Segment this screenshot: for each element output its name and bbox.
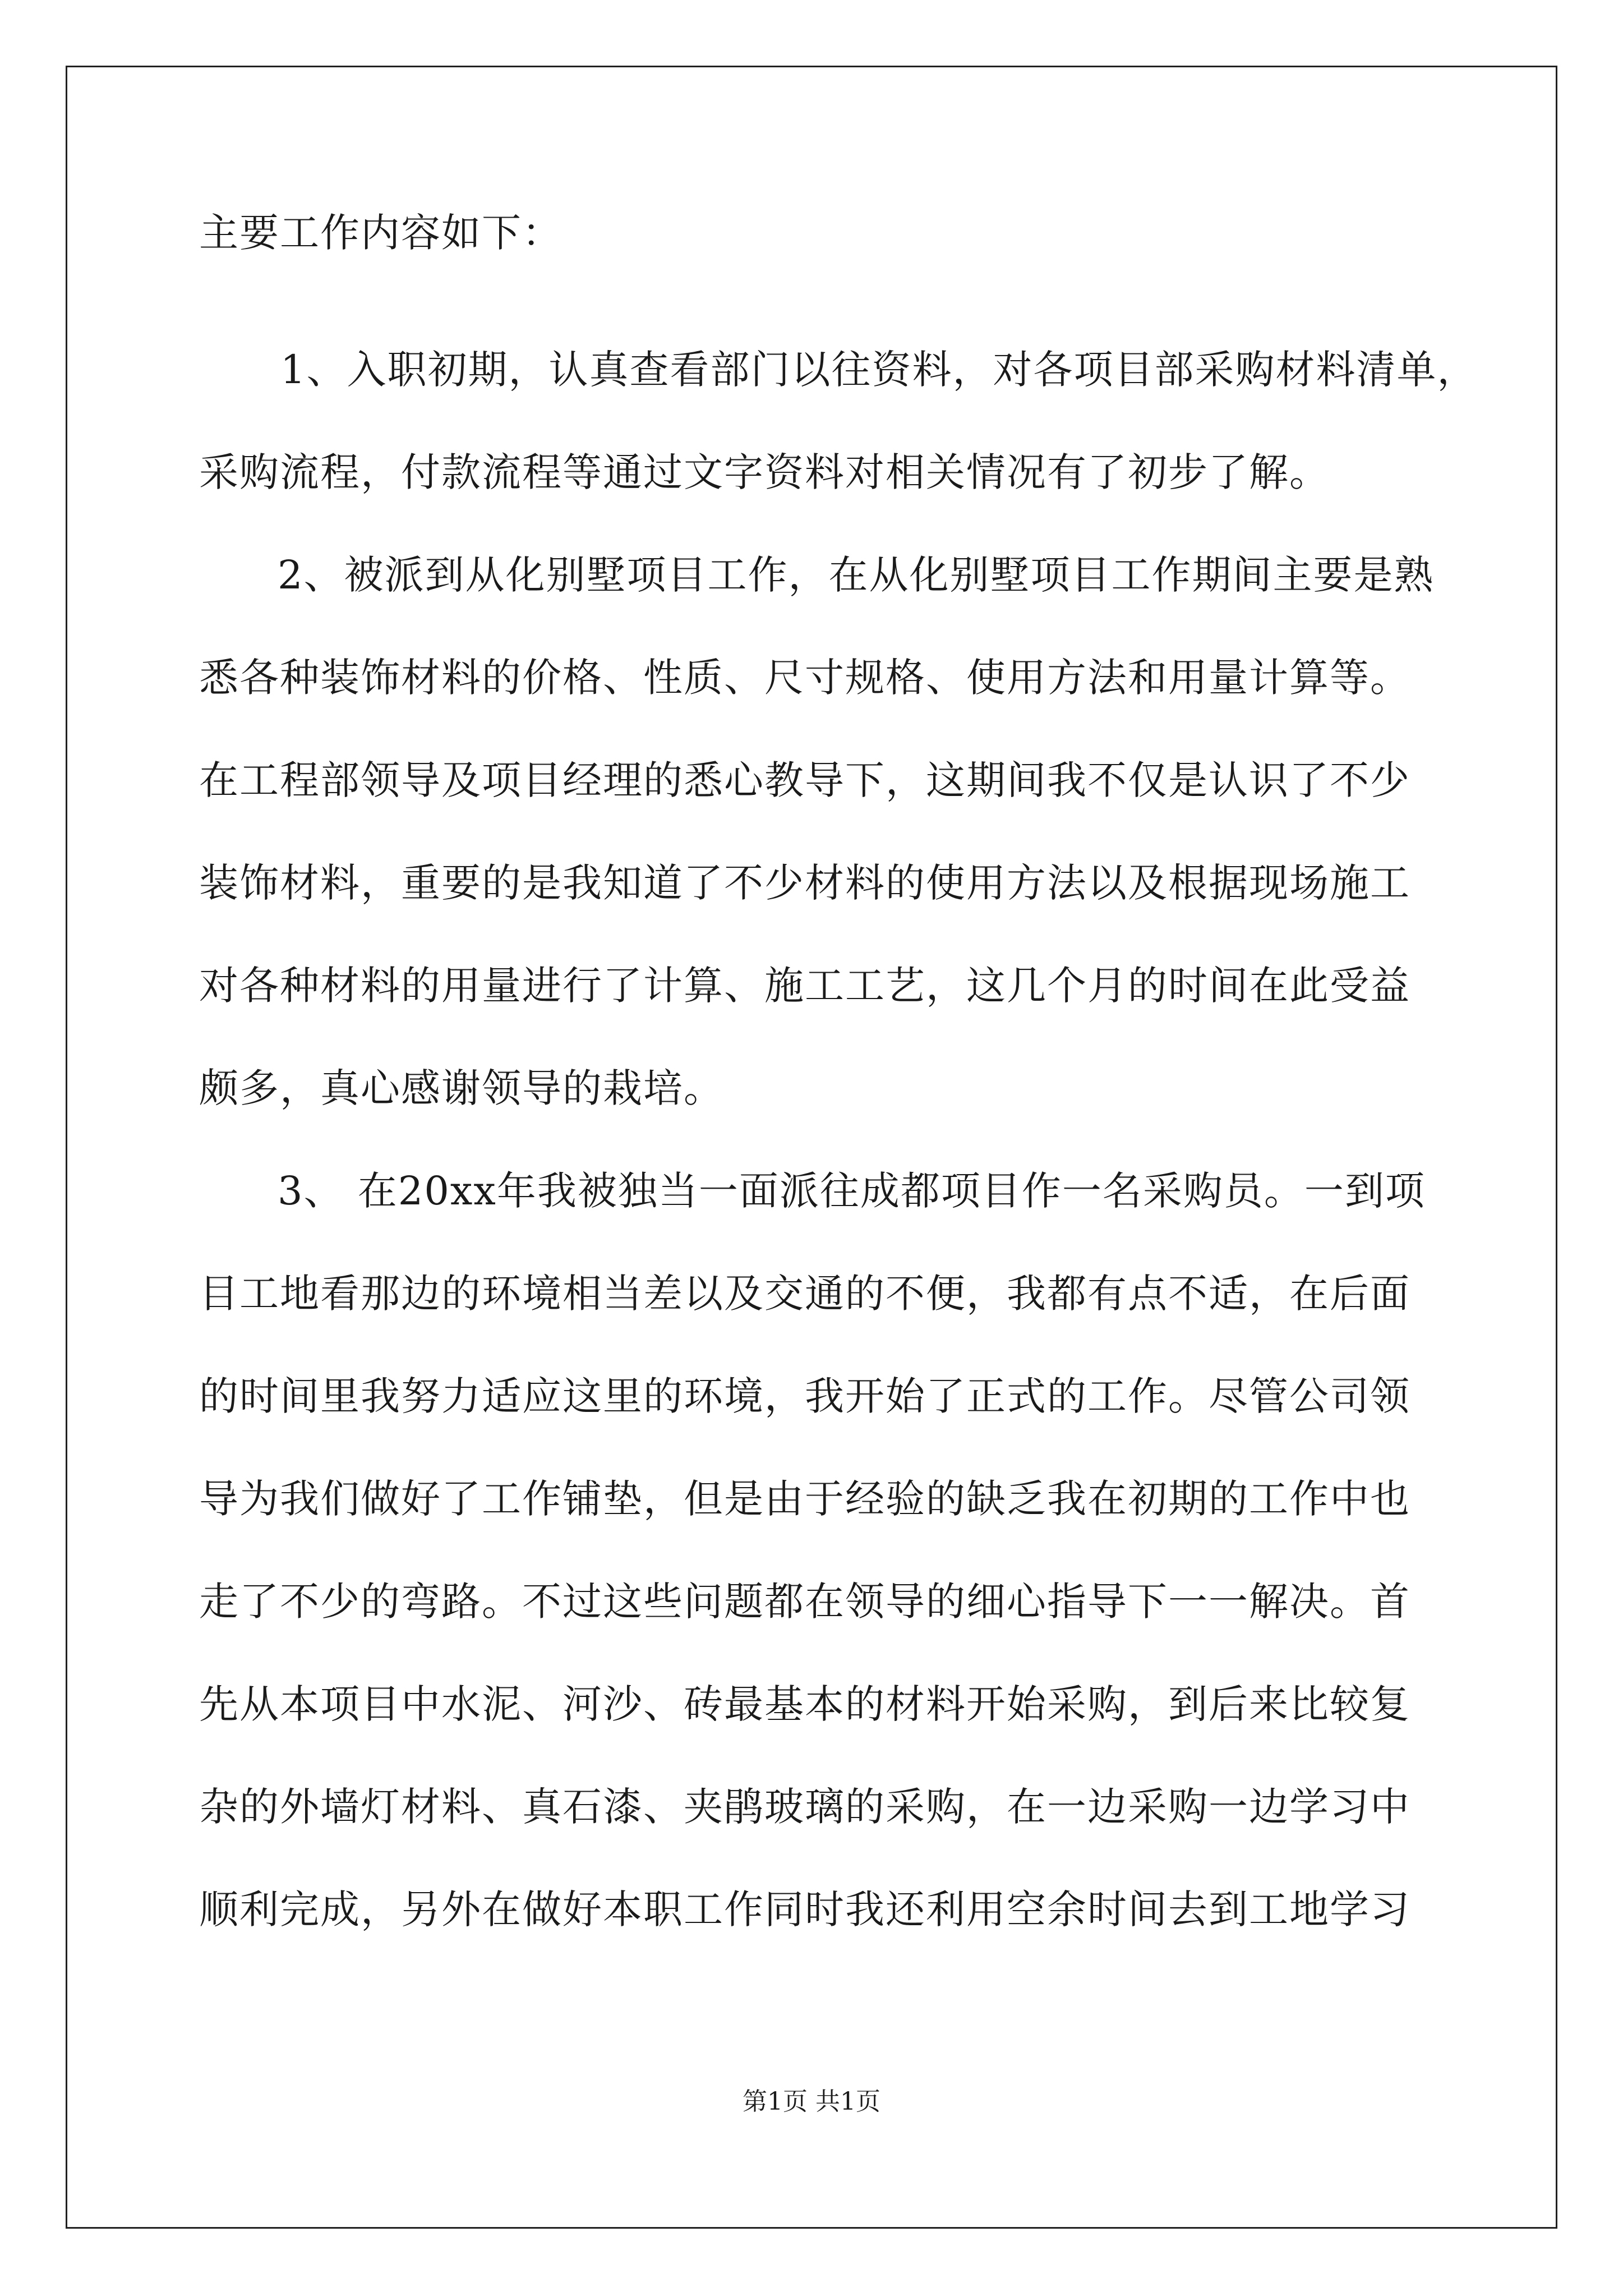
text-line: 1、入职初期，认真查看部门以往资料，对各项目部采购材料清单， (280, 347, 1478, 393)
text-line: 先从本项目中水泥、河沙、砖最基本的材料开始采购，到后来比较复 (199, 1681, 1410, 1727)
text-line: 走了不少的弯路。不过这些问题都在领导的细心指导下一一解决。首 (199, 1579, 1410, 1625)
text-line: 杂的外墙灯材料、真石漆、夹鹃玻璃的采购，在一边采购一边学习中 (199, 1784, 1410, 1830)
text-line: 在工程部领导及项目经理的悉心教导下，这期间我不仅是认识了不少 (199, 757, 1410, 803)
text-line: 的时间里我努力适应这里的环境，我开始了正式的工作。尽管公司领 (199, 1373, 1410, 1419)
text-line: 颇多，真心感谢领导的栽培。 (199, 1065, 724, 1111)
text-line: 主要工作内容如下： (199, 210, 562, 256)
text-line: 2、被派到从化别墅项目工作，在从化别墅项目工作期间主要是熟 (278, 552, 1435, 598)
text-line: 目工地看那边的环境相当差以及交通的不便，我都有点不适，在后面 (199, 1271, 1410, 1317)
text-line: 导为我们做好了工作铺垫，但是由于经验的缺乏我在初期的工作中也 (199, 1476, 1410, 1522)
text-line: 悉各种装饰材料的价格、性质、尺寸规格、使用方法和用量计算等。 (199, 655, 1410, 701)
text-line: 对各种材料的用量进行了计算、施工工艺，这几个月的时间在此受益 (199, 963, 1410, 1009)
text-line: 采购流程，付款流程等通过文字资料对相关情况有了初步了解。 (199, 449, 1330, 495)
text-line: 3、 在20xx年我被独当一面派往成都项目作一名采购员。一到项 (278, 1168, 1426, 1214)
text-line: 顺利完成，另外在做好本职工作同时我还利用空余时间去到工地学习 (199, 1887, 1410, 1932)
page-number-footer: 第1页 共1页 (743, 2087, 880, 2116)
text-line: 装饰材料，重要的是我知道了不少材料的使用方法以及根据现场施工 (199, 860, 1410, 906)
